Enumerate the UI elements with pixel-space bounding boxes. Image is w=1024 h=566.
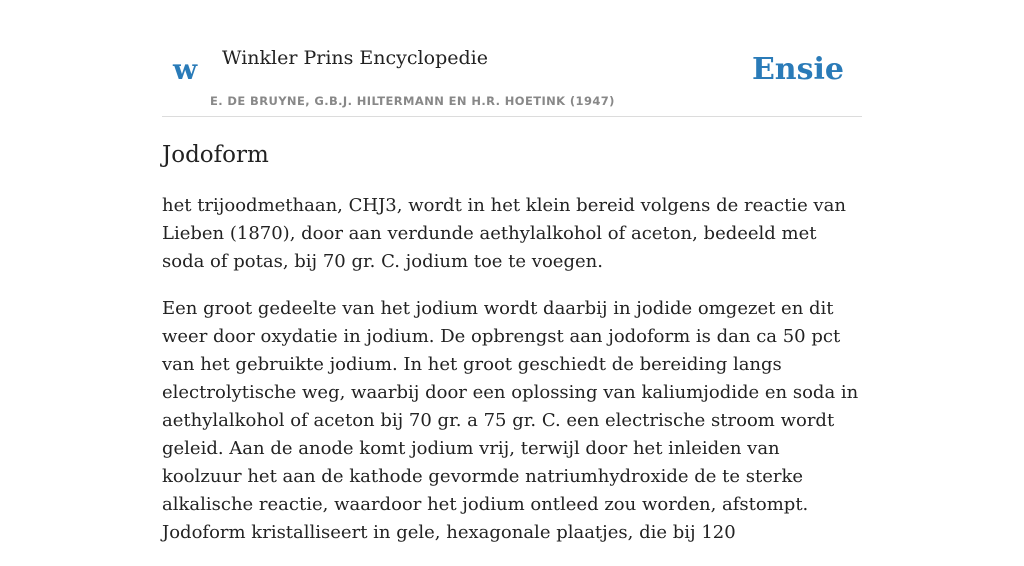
article-title: Jodoform [162,142,269,168]
article-body [162,192,862,547]
ensie-brand-logo[interactable]: Ensie [751,52,844,87]
site-authors: E. DE BRUYNE, G.B.J. HILTERMANN EN H.R. HOETINK (1947) [210,94,615,108]
article-paragraph: het trijoodmethaan, CHJ3, wordt in het klein bereid volgens de reactie van Lieben (1870), door aan verdunde aethylalkohol of aceton, bedeeld met soda of potas, bij 70 gr. C. jodium toe te voegen. [162,195,846,272]
site-title[interactable]: Winkler Prins Encyclopedie [222,47,488,69]
winkler-prins-logo[interactable]: w [173,53,198,86]
site-header [162,0,862,117]
article-paragraph: Een groot gedeelte van het jodium wordt daarbij in jodide omgezet en dit weer door oxydatie in jodium. De opbrengst aan jodoform is dan ca 50 pct van het gebruikte jodium. In het groot geschiedt de bereiding langs electrolytische weg, waarbij door een oplossing van kaliumjodide en soda in aethylalkohol of aceton bij 70 gr. a 75 gr. C. een electrische stroom wordt geleid. Aan de anode komt jodium vrij, terwijl door het inleiden van koolzuur het aan de kathode gevormde natriumhydroxide de te sterke alkalische reactie, waardoor het jodium ontleed zou worden, afstompt. Jodoform kristalliseert in gele, hexagonale plaatjes, die bij 120 [162,298,859,543]
article [162,138,862,566]
